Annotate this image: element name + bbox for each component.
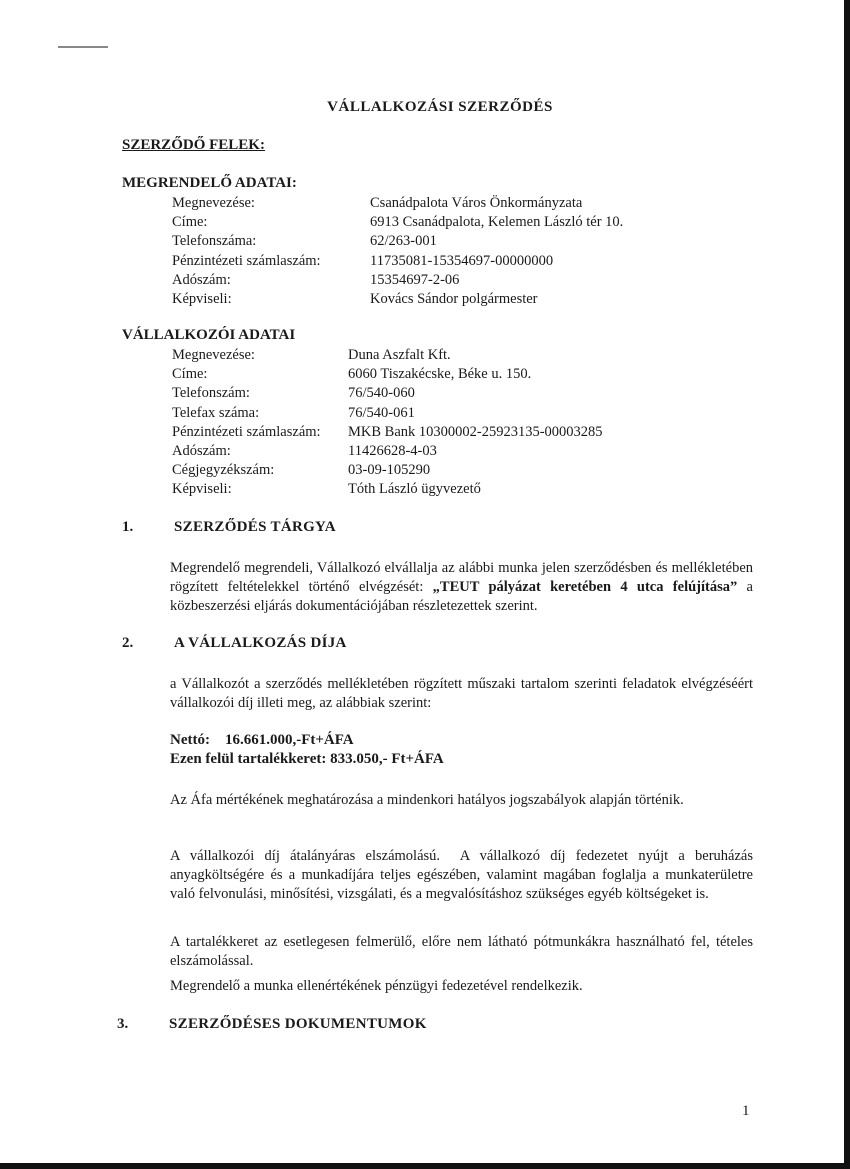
section-title: SZERZŐDÉS TÁRGYA [174, 519, 336, 535]
subject-project-name: „TEUT pályázat keretében 4 utca felújítása” [432, 579, 738, 595]
section-number: 3. [117, 1016, 129, 1032]
field-label: Telefonszáma: [172, 233, 257, 250]
field-value: 62/263-001 [370, 233, 437, 250]
funding-paragraph: Megrendelő a munka ellenértékének pénzügyi fedezetével rendelkezik. [170, 978, 583, 994]
document-title: VÁLLALKOZÁSI SZERZŐDÉS [327, 99, 553, 115]
lump-sum-paragraph: A vállalkozói díj átalányáras elszámolású. A vállalkozó díj fedezetet nyújt a beruházás anyagköltségére és a munkadíjára teljes egészében, valamint magában foglalja a munkaterületre való felvonulási, minősítési, vizsgálati, és a megvalósításhoz szükséges egyéb költségeket is. [170, 848, 757, 902]
field-value: 6913 Csanádpalota, Kelemen László tér 10. [370, 214, 624, 231]
subject-text: Megrendelő megrendeli, Vállalkozó elvállalja az alábbi munka jelen szerződésben és mellékletében rögzített feltételekkel történő elvégzését: [170, 560, 753, 595]
reserve-fee-line: Ezen felül tartalékkeret: 833.050,- Ft+ÁFA [170, 751, 444, 767]
field-label: Telefax száma: [172, 404, 260, 421]
scan-edge-bottom [0, 1163, 850, 1169]
net-fee-line: Nettó: 16.661.000,-Ft+ÁFA [170, 732, 354, 748]
field-label: Adószám: [172, 271, 231, 288]
field-value: Csanádpalota Város Önkormányzata [370, 195, 583, 211]
reserve-paragraph: A tartalékkeret az esetlegesen felmerülő, előre nem látható pótmunkákra használható fel, tételes elszámolással. [170, 934, 753, 969]
section-1-paragraph [170, 559, 753, 616]
field-label: Pénzintézeti számlaszám: [172, 423, 321, 440]
field-label: Adószám: [172, 442, 231, 459]
section-title: SZERZŐDÉSES DOKUMENTUMOK [169, 1016, 427, 1032]
section-number: 1. [122, 519, 134, 535]
section-title: A VÁLLALKOZÁS DÍJA [174, 635, 347, 651]
field-value: Kovács Sándor polgármester [370, 290, 538, 307]
field-label: Pénzintézeti számlaszám: [172, 252, 321, 269]
field-value: 11735081-15354697-00000000 [370, 252, 554, 269]
page-number: 1 [742, 1103, 750, 1119]
field-label: Cégjegyzékszám: [172, 462, 275, 479]
field-label: Megnevezése: [172, 347, 255, 363]
vat-paragraph: Az Áfa mértékének meghatározása a mindenkori hatályos jogszabályok alapján történik. [170, 792, 684, 808]
field-value: 15354697-2-06 [370, 271, 460, 288]
field-value: 11426628-4-03 [348, 442, 437, 459]
field-value: Tóth László ügyvezető [348, 481, 481, 498]
field-value: MKB Bank 10300002-25923135-00003285 [348, 423, 603, 440]
field-label: Címe: [172, 366, 208, 383]
field-value: 03-09-105290 [348, 462, 431, 479]
fee-intro-paragraph: a Vállalkozót a szerződés mellékletében rögzített műszaki tartalom szerinti feladatok elvégzéséért vállalkozói díj illeti meg, az alábbiak szerint: [170, 676, 753, 711]
parties-heading: SZERZŐDŐ FELEK: [122, 137, 265, 153]
field-label: Képviseli: [172, 481, 232, 498]
field-label: Képviseli: [172, 290, 232, 307]
subject-text-end: a közbeszerzési eljárás dokumentációjában részletezettek szerint. [170, 579, 753, 614]
scan-edge-right [844, 0, 850, 1169]
scan-mark [58, 46, 108, 48]
client-heading: MEGRENDELŐ ADATAI: [122, 175, 297, 191]
field-label: Megnevezése: [172, 195, 255, 211]
field-value: 76/540-060 [348, 385, 415, 402]
field-label: Címe: [172, 214, 208, 231]
section-number: 2. [122, 635, 134, 651]
field-value: 76/540-061 [348, 404, 415, 421]
field-value: 6060 Tiszakécske, Béke u. 150. [348, 366, 532, 383]
field-value: Duna Aszfalt Kft. [348, 347, 451, 363]
field-label: Telefonszám: [172, 385, 250, 402]
contractor-heading: VÁLLALKOZÓI ADATAI [122, 327, 296, 343]
